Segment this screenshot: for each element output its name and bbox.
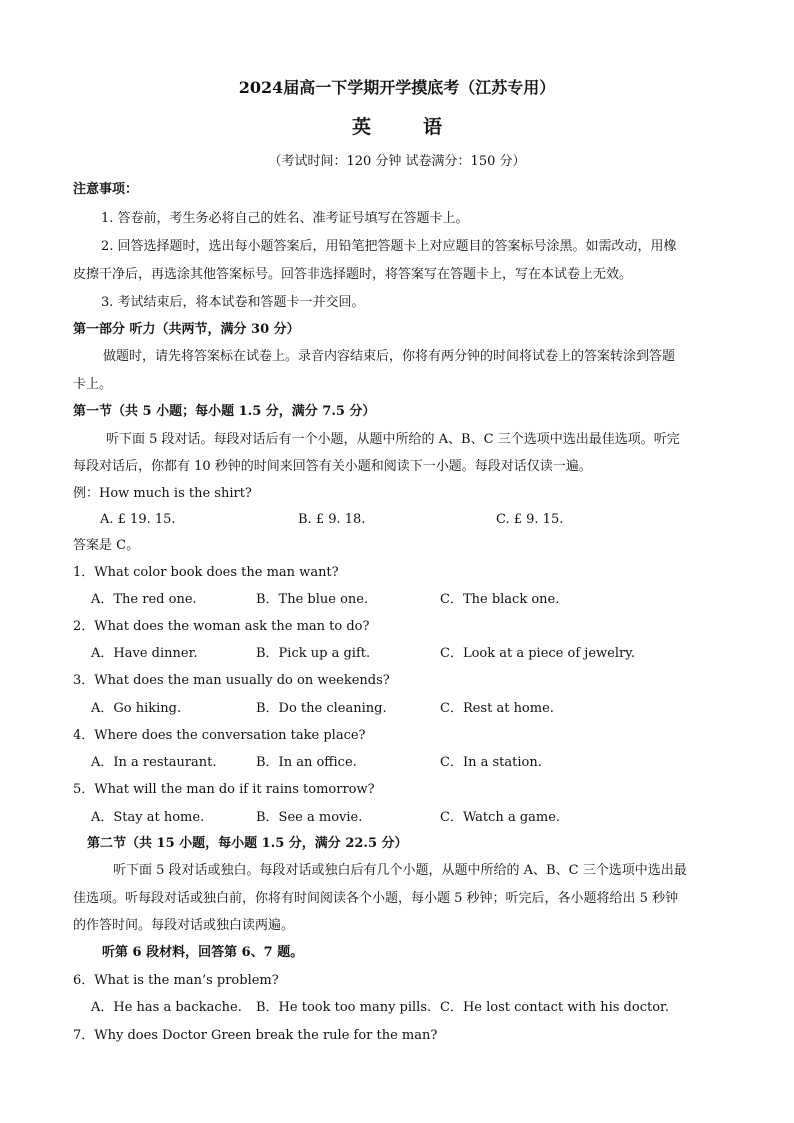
part1-intro-line-1: 做题时，请先将答案标在试卷上。录音内容结束后，你将有两分钟的时间将试卷上的答案转涂到答题 <box>103 349 676 364</box>
question-6-option-c: C．He lost contact with his doctor. <box>440 1000 669 1015</box>
material-6-heading: 听第 6 段材料，回答第 6、7 题。 <box>102 945 304 960</box>
notice-item-1: 1. 答卷前，考生务必将自己的姓名、准考证号填写在答题卡上。 <box>101 211 469 226</box>
section2-intro-line-3: 的作答时间。每段对话或独白读两遍。 <box>73 918 295 933</box>
question-3-option-b: B．Do the cleaning. <box>256 701 387 716</box>
exam-time-info: （考试时间：120 分钟 试卷满分：150 分） <box>268 154 526 169</box>
question-4: 4．Where does the conversation take place? <box>73 728 366 743</box>
example-question: 例：How much is the shirt? <box>73 486 252 501</box>
part1-intro-line-2: 卡上。 <box>73 377 113 392</box>
question-5-option-b: B．See a movie. <box>256 810 363 825</box>
question-1: 1．What color book does the man want? <box>73 565 339 580</box>
section1-intro-line-1: 听下面 5 段对话。每段对话后有一个小题，从题中所给的 A、B、C 三个选项中选出最佳选项。听完 <box>106 432 680 447</box>
notice-item-3: 3. 考试结束后，将本试卷和答题卡一并交回。 <box>101 295 365 310</box>
question-2-option-a: A．Have dinner. <box>91 646 198 661</box>
question-3-option-a: A．Go hiking. <box>91 701 182 716</box>
question-6-option-a: A．He has a backache. <box>91 1000 242 1015</box>
section1-intro-line-2: 每段对话后，你都有 10 秒钟的时间来回答有关小题和阅读下一小题。每段对话仅读一遍。 <box>73 459 592 474</box>
notice-item-2-line-1: 2. 回答选择题时，选出每小题答案后，用铅笔把答题卡上对应题目的答案标号涂黑。如需改动，用橡 <box>101 239 677 254</box>
question-5-option-c: C．Watch a game. <box>440 810 561 825</box>
question-5: 5．What will the man do if it rains tomorrow? <box>73 782 375 797</box>
example-option-a: A. £ 19. 15. <box>100 512 176 527</box>
subject-title <box>0 115 794 139</box>
question-6-option-b: B．He took too many pills. <box>256 1000 432 1015</box>
question-5-option-a: A．Stay at home. <box>91 810 205 825</box>
question-4-option-a: A．In a restaurant. <box>91 755 217 770</box>
question-2-option-c: C．Look at a piece of jewelry. <box>440 646 635 661</box>
question-1-option-c: C．The black one. <box>440 592 560 607</box>
example-option-b: B. £ 9. 18. <box>298 512 366 527</box>
question-2: 2．What does the woman ask the man to do? <box>73 619 370 634</box>
section1-heading: 第一节（共 5 小题；每小题 1.5 分，满分 7.5 分） <box>73 404 376 419</box>
question-4-option-b: B．In an office. <box>256 755 357 770</box>
question-1-option-a: A．The red one. <box>91 592 197 607</box>
notice-item-2-line-2: 皮擦干净后，再选涂其他答案标号。回答非选择题时，将答案写在答题卡上，写在本试卷上无效。 <box>73 267 633 282</box>
section2-intro-line-1: 听下面 5 段对话或独白。每段对话或独白后有几个小题，从题中所给的 A、B、C 三个选项中选出最 <box>113 863 687 878</box>
exam-title: 2024届高一下学期开学摸底考（江苏专用） <box>238 78 556 97</box>
question-1-option-b: B．The blue one. <box>256 592 369 607</box>
subject-char-2: 语 <box>423 116 443 138</box>
part1-heading: 第一部分 听力（共两节，满分 30 分） <box>73 322 300 337</box>
question-7: 7．Why does Doctor Green break the rule for the man? <box>73 1028 438 1043</box>
subject-char-1: 英 <box>351 116 371 138</box>
question-3-option-c: C．Rest at home. <box>440 701 554 716</box>
notice-heading: 注意事项： <box>73 182 139 197</box>
question-6: 6．What is the man’s problem? <box>73 973 279 988</box>
question-3: 3．What does the man usually do on weekends? <box>73 673 390 688</box>
section2-heading: 第二节（共 15 小题，每小题 1.5 分，满分 22.5 分） <box>87 836 408 851</box>
section2-intro-line-2: 佳选项。听每段对话或独白前，你将有时间阅读各个小题，每小题 5 秒钟；听完后，各小题将给出 5 秒钟 <box>73 891 679 906</box>
example-option-c: C. £ 9. 15. <box>496 512 564 527</box>
example-answer: 答案是 C。 <box>73 538 140 553</box>
question-2-option-b: B．Pick up a gift. <box>256 646 371 661</box>
question-4-option-c: C．In a station. <box>440 755 542 770</box>
